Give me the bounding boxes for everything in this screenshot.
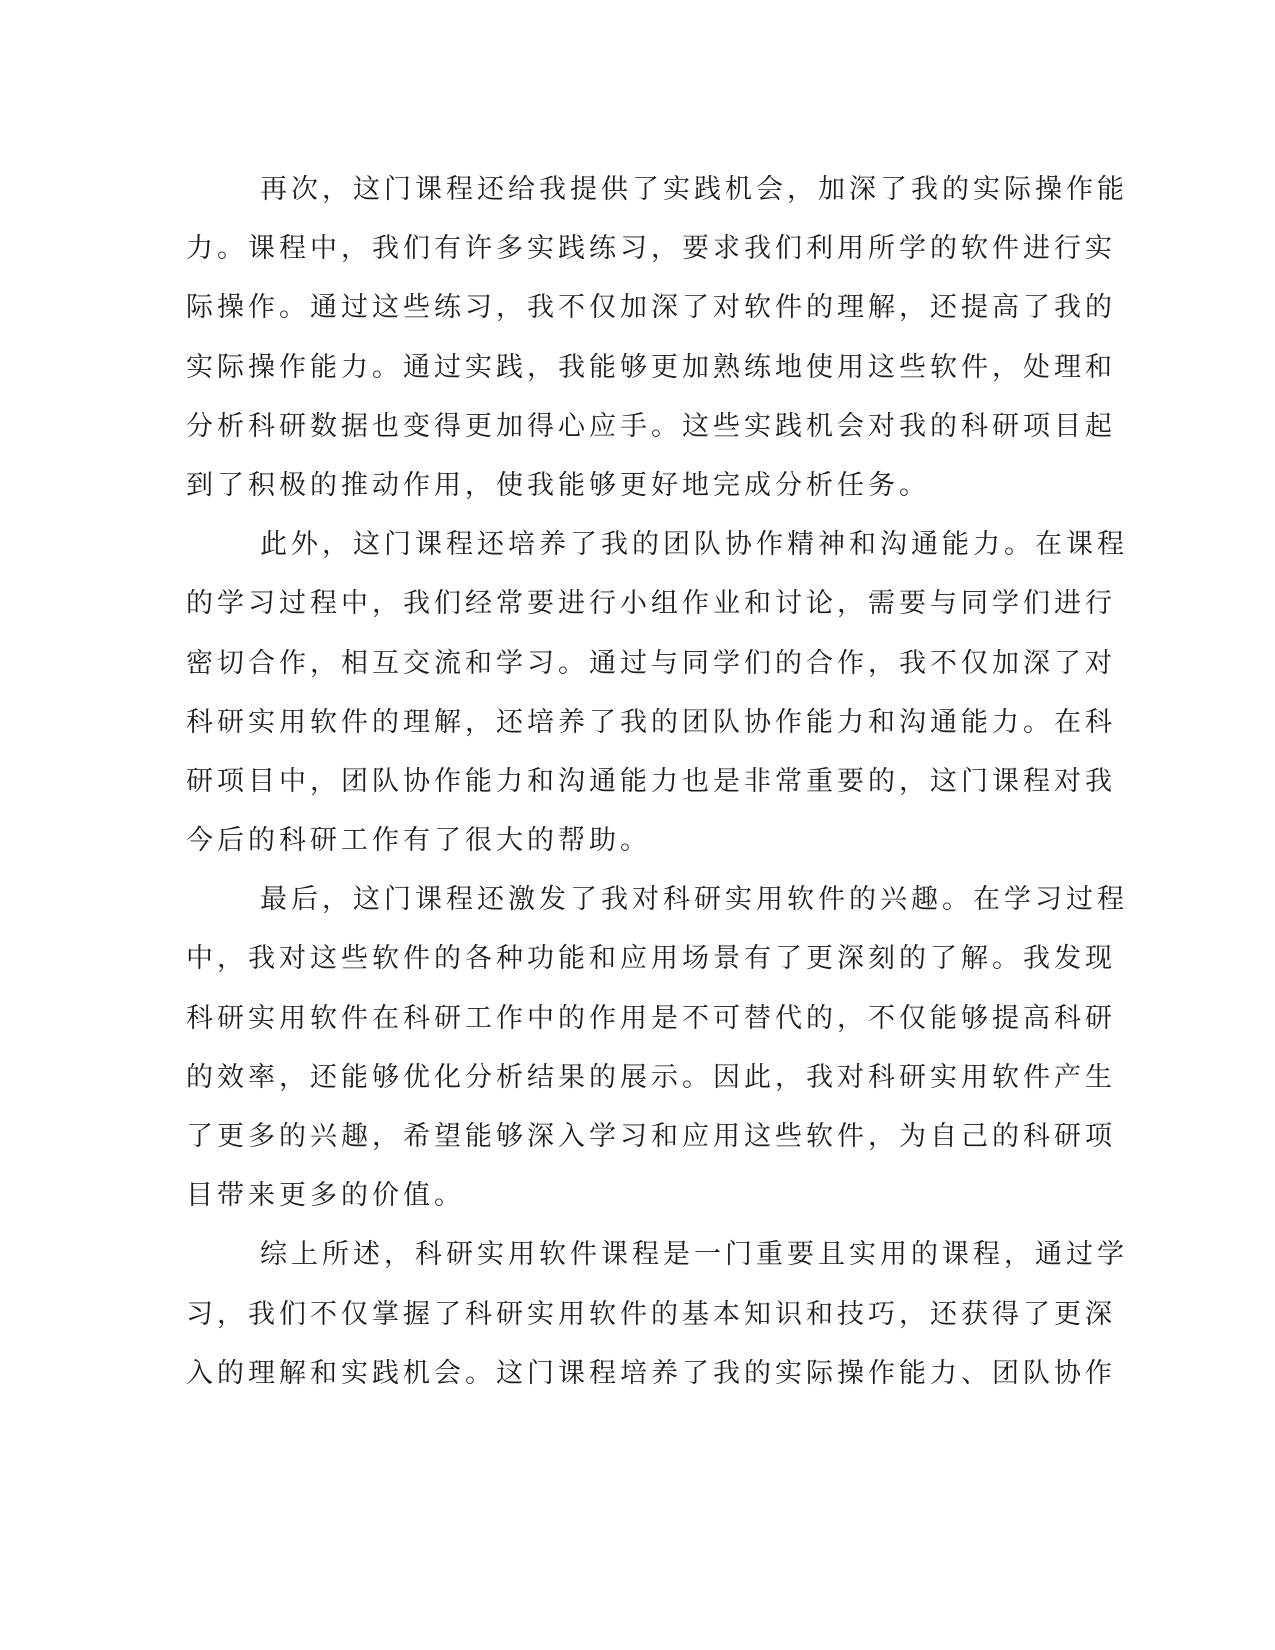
paragraph-line: 的效率，还能够优化分析结果的展示。因此，我对科研实用软件产生 xyxy=(186,1061,1116,1093)
paragraph-line: 的学习过程中，我们经常要进行小组作业和讨论，需要与同学们进行 xyxy=(186,588,1116,620)
paragraph-line: 到了积极的推动作用，使我能够更好地完成分析任务。 xyxy=(186,469,930,501)
paragraph-line: 再次，这门课程还给我提供了实践机会，加深了我的实际操作能 xyxy=(260,174,1128,205)
paragraph-line: 入的理解和实践机会。这门课程培养了我的实际操作能力、团队协作 xyxy=(186,1357,1116,1389)
paragraph-line: 分析科研数据也变得更加得心应手。这些实践机会对我的科研项目起 xyxy=(186,410,1116,442)
paragraph-line: 习，我们不仅掌握了科研实用软件的基本知识和技巧，还获得了更深 xyxy=(186,1298,1116,1330)
paragraph-line: 实际操作能力。通过实践，我能够更加熟练地使用这些软件，处理和 xyxy=(186,351,1116,383)
paragraph-line: 科研实用软件的理解，还培养了我的团队协作能力和沟通能力。在科 xyxy=(186,706,1116,738)
paragraph-line: 力。课程中，我们有许多实践练习，要求我们利用所学的软件进行实 xyxy=(186,233,1116,265)
paragraph-line: 研项目中，团队协作能力和沟通能力也是非常重要的，这门课程对我 xyxy=(186,765,1116,797)
paragraph-teamwork xyxy=(186,515,1128,870)
paragraph-line: 密切合作，相互交流和学习。通过与同学们的合作，我不仅加深了对 xyxy=(186,647,1116,679)
paragraph-line: 科研实用软件在科研工作中的作用是不可替代的，不仅能够提高科研 xyxy=(186,1002,1116,1034)
paragraph-line: 了更多的兴趣，希望能够深入学习和应用这些软件，为自己的科研项 xyxy=(186,1121,1116,1152)
paragraph-line: 最后，这门课程还激发了我对科研实用软件的兴趣。在学习过程 xyxy=(260,884,1128,916)
paragraph-practice xyxy=(186,160,1128,515)
paragraph-line: 中，我对这些软件的各种功能和应用场景有了更深刻的了解。我发现 xyxy=(186,943,1116,975)
paragraph-line: 际操作。通过这些练习，我不仅加深了对软件的理解，还提高了我的 xyxy=(186,292,1116,324)
paragraph-line: 今后的科研工作有了很大的帮助。 xyxy=(186,825,651,857)
paragraph-interest xyxy=(186,870,1128,1225)
paragraph-line: 此外，这门课程还培养了我的团队协作精神和沟通能力。在课程 xyxy=(260,529,1128,561)
paragraph-line: 综上所述，科研实用软件课程是一门重要且实用的课程，通过学 xyxy=(260,1239,1128,1271)
paragraph-summary xyxy=(186,1225,1128,1403)
document-body xyxy=(186,160,1128,1403)
paragraph-line: 目带来更多的价值。 xyxy=(186,1180,465,1212)
